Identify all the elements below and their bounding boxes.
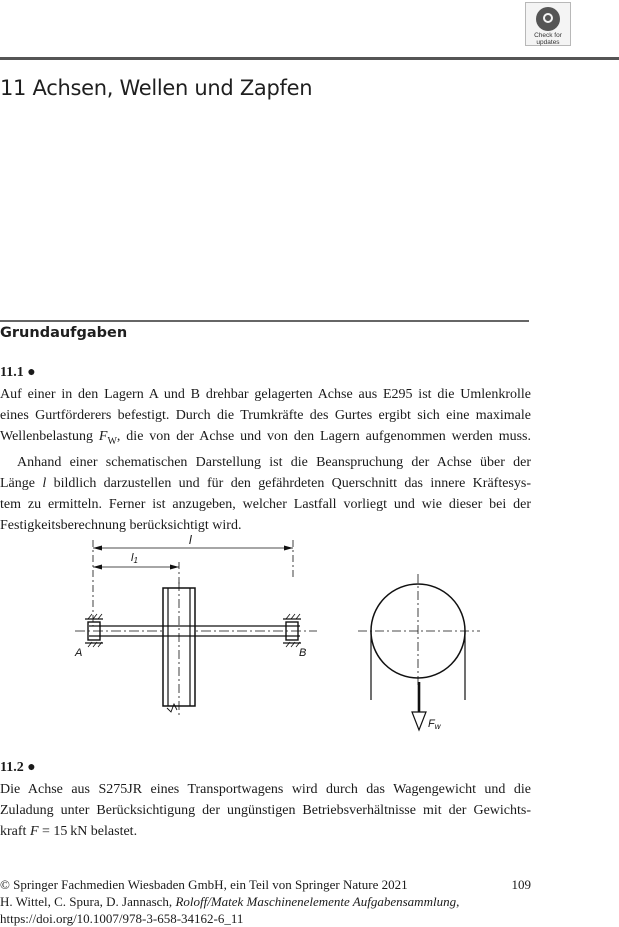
citation-line: H. Wittel, C. Spura, D. Jannasch, Roloff/Matek Maschinenelemente Aufgabensammlung,: [0, 894, 460, 909]
exercise-text: [0, 384, 531, 536]
text-line: eines Gurtförderers befestigt. Durch die Trumkräfte des Gurtes ergibt sich eine maximale: [0, 408, 531, 423]
label-fw: Fw: [428, 718, 441, 731]
update-icon: [536, 7, 560, 31]
chapter-title: 11 Achsen, Wellen und Zapfen: [0, 76, 313, 100]
page-number: 109: [511, 877, 531, 892]
check-for-updates-badge[interactable]: [525, 2, 571, 46]
label-b: B: [299, 647, 307, 659]
text-line: Anhand einer schematischen Darstellung ist die Beanspruchung der Achse über der: [17, 454, 531, 470]
axle-figure: [55, 530, 485, 740]
text-line: tem zu ermitteln. Ferner ist anzugeben, welcher Lastfall vorliegt und wie dieser bei der: [0, 496, 531, 512]
label-a: A: [75, 647, 83, 659]
text-line: Auf einer in den Lagern A und B drehbar gelagerten Achse aus E295 ist die Umlenkrolle: [0, 387, 531, 402]
force-arrow-head: [412, 712, 426, 730]
text-line: Zuladung unter Berücksichtigung der ungünstigen Betriebsverhältnisse mit der Gewichts-: [0, 803, 531, 818]
badge-label: Check for updates: [534, 32, 562, 46]
label-l1: l1: [131, 552, 138, 565]
label-l: l: [189, 533, 192, 547]
section-title: Grundaufgaben: [0, 325, 128, 341]
section-rule: [0, 320, 529, 322]
text-line: Wellenbelastung $F_W$, die von der Achse und von den Lagern aufgenommen werden muss.: [0, 429, 531, 447]
arrow-head: [93, 565, 102, 570]
arrow-head: [170, 565, 179, 570]
doi-link[interactable]: https://doi.org/10.1007/978-3-658-34162-6_11: [0, 911, 244, 926]
page-footer: [0, 876, 531, 927]
text-line: Die Achse aus S275JR eines Transportwagens wird durch das Wagengewicht und die: [0, 782, 531, 797]
arrow-head: [284, 546, 293, 551]
copyright-line: © Springer Fachmedien Wiesbaden GmbH, ein Teil von Springer Nature 2021: [0, 877, 408, 892]
text-line: Festigkeitsberechnung berücksichtigt wird.: [0, 517, 242, 533]
arrow-head: [93, 546, 102, 551]
exercise-number: 11.2 ●: [0, 760, 36, 775]
top-rule: [0, 57, 619, 60]
text-line: kraft F = 15 kN belastet.: [0, 824, 138, 839]
text-line: Länge l bildlich darzustellen und für den gefährdeten Querschnitt das innere Kräftesys-: [0, 475, 531, 491]
exercise-text: [0, 779, 531, 842]
exercise-number: 11.1 ●: [0, 365, 36, 380]
